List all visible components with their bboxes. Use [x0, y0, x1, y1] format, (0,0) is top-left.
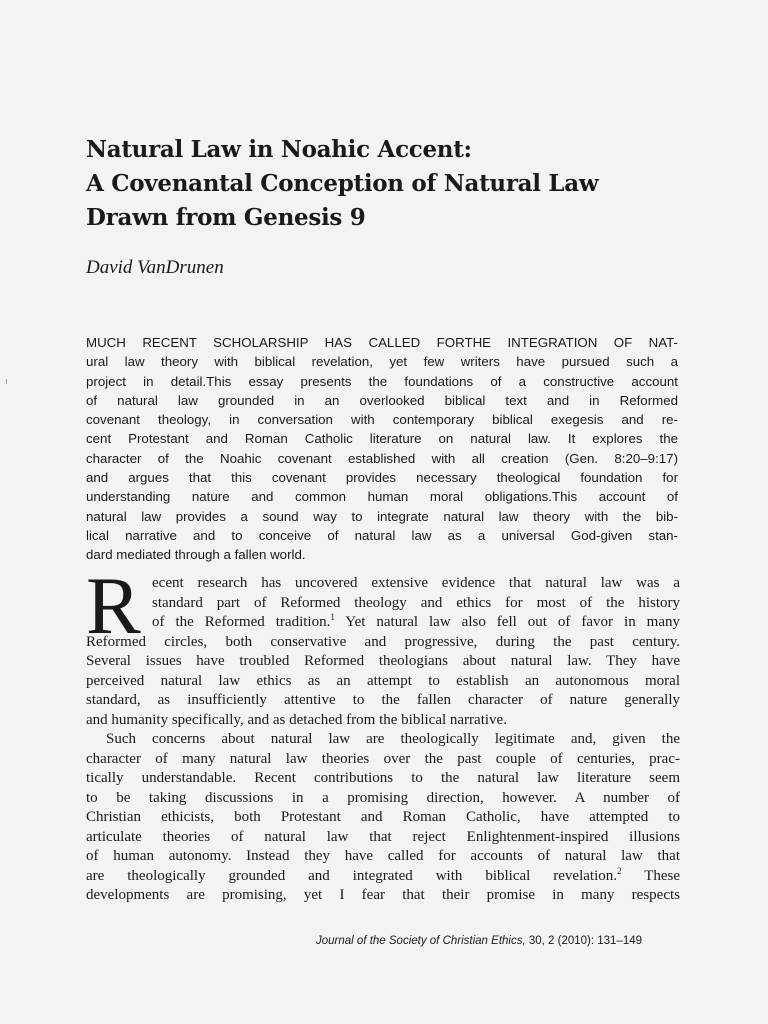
journal-name: Journal of the Society of Christian Ethics,	[316, 935, 526, 947]
abstract-line: MUCH RECENT SCHOLARSHIP HAS CALLED FORTHE INTEGRATION OF NAT-	[86, 335, 678, 350]
body-line: character of many natural law theories over the past couple of centuries, prac-	[86, 750, 680, 767]
journal-citation	[316, 935, 642, 947]
body-line-text: of the Reformed tradition.	[152, 614, 331, 630]
body-line	[86, 613, 680, 633]
body-line: Christian ethicists, both Protestant and Roman Catholic, have attempted to	[86, 809, 680, 825]
author-name: David VanDrunen	[86, 257, 224, 278]
abstract-line: ural law theory with biblical revelation, yet few writers have pursued such a	[86, 354, 678, 370]
footnote-marker: 2	[617, 865, 622, 876]
footnote-marker: 1	[330, 612, 335, 622]
title-line-2: A Covenantal Conception of Natural Law	[86, 170, 599, 197]
volume-pages: 30, 2 (2010): 131–149	[525, 935, 643, 947]
body-line: perceived natural law ethics as an attempt to establish an autonomous moral	[86, 672, 680, 689]
abstract-line: project in detail.This essay presents the foundations of a constructive account	[86, 373, 678, 389]
abstract-line: and argues that this covenant provides necessary theological foundation for	[86, 470, 678, 486]
body-line-text: are theologically grounded and integrated with biblical revelation.	[86, 867, 617, 884]
title-line-1: Natural Law in Noahic Accent:	[86, 136, 472, 163]
body-line: and humanity specifically, and as detached from the biblical narrative.	[86, 711, 507, 728]
body-line: tically understandable. Recent contributions to the natural law literature seem	[86, 770, 680, 786]
margin-mark	[6, 379, 7, 384]
abstract-line: cent Protestant and Roman Catholic literature on natural law. It explores the	[86, 431, 678, 447]
body-line: Several issues have troubled Reformed theologians about natural law. They have	[86, 653, 680, 669]
drop-cap: R	[86, 560, 141, 651]
abstract-line: understanding nature and common human moral obligations.This account of	[86, 489, 678, 505]
body-line: developments are promising, yet I fear that their promise in many respects	[86, 887, 680, 903]
body-line: to be taking discussions in a promising direction, however. A number of	[86, 789, 680, 806]
body-line: articulate theories of natural law that reject Enlightenment-inspired illusions	[86, 828, 680, 845]
abstract-line: character of the Noahic covenant established with all creation (Gen. 8:20–9:17)	[86, 450, 678, 466]
abstract-line: lical narrative and to conceive of natural law as a universal God-given stan-	[86, 527, 678, 543]
body-line: ecent research has uncovered extensive evidence that natural law was a	[152, 575, 680, 591]
body-line: of human autonomy. Instead they have called for accounts of natural law that	[86, 848, 680, 864]
body-line	[86, 867, 680, 887]
body-line: standard part of Reformed theology and ethics for most of the history	[152, 594, 680, 611]
body-line: Reformed circles, both conservative and progressive, during the past century.	[86, 633, 680, 650]
body-line-text: These	[621, 867, 681, 884]
abstract-line: dard mediated through a fallen world.	[86, 547, 306, 563]
title-line-3: Drawn from Genesis 9	[86, 204, 366, 231]
body-line: standard, as insufficiently attentive to the fallen character of nature generally	[86, 692, 680, 708]
abstract-line: natural law provides a sound way to integrate natural law theory with the bib-	[86, 508, 678, 524]
body-line: Such concerns about natural law are theologically legitimate and, given the	[106, 731, 680, 747]
article-title	[86, 133, 706, 235]
abstract-line: of natural law grounded in an overlooked biblical text and in Reformed	[86, 392, 678, 408]
abstract-line: covenant theology, in conversation with contemporary biblical exegesis and re-	[86, 412, 678, 428]
abstract	[86, 333, 678, 565]
body-text	[86, 560, 681, 906]
body-line-text: Yet natural law also fell out of favor in many	[334, 614, 681, 630]
